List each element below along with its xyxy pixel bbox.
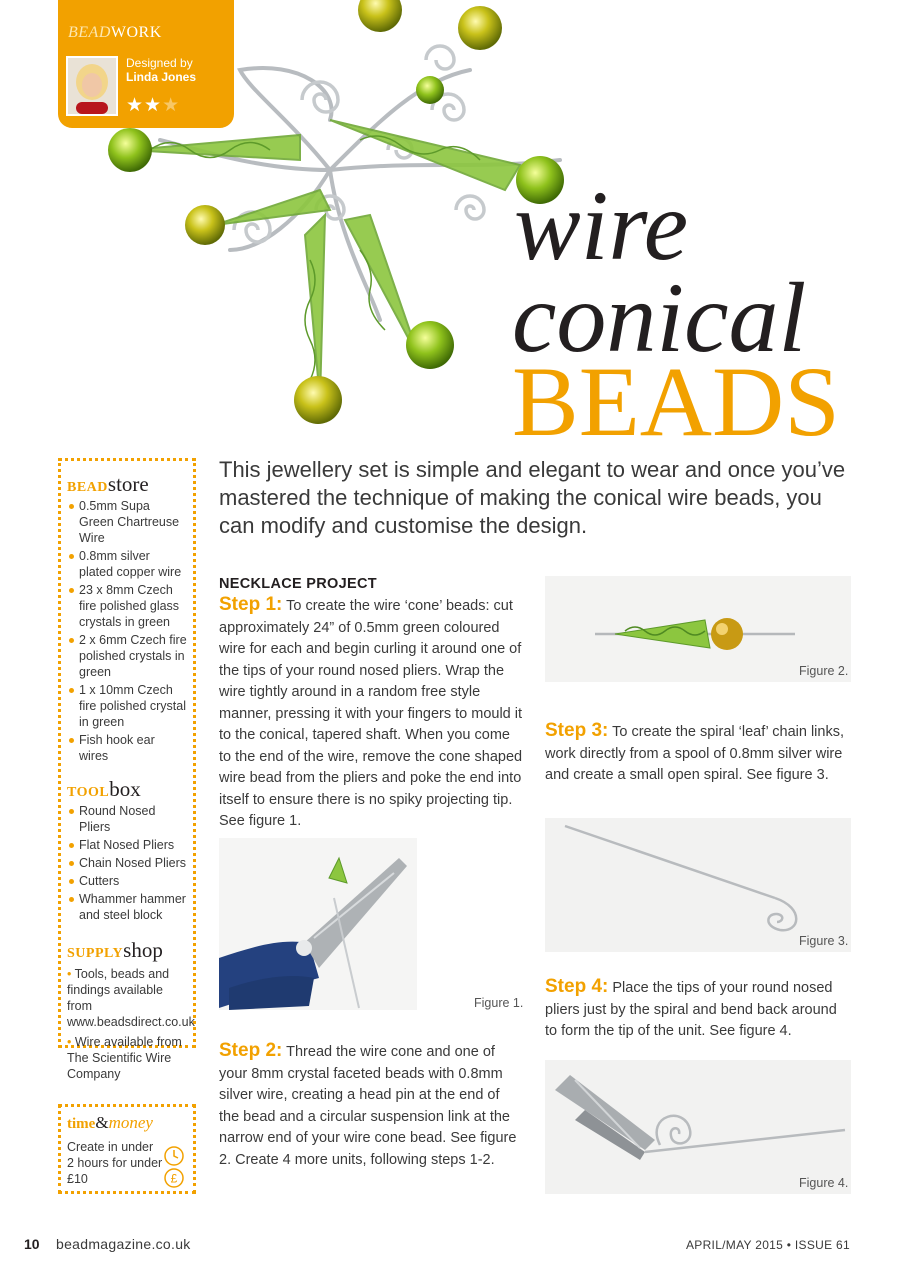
- list-item: Cutters: [67, 873, 187, 889]
- step-1: [219, 594, 523, 833]
- supplyshop-heading: [67, 939, 187, 962]
- step-2-text: Thread the wire cone and one of your 8mm crystal faceted beads with 0.8mm silver wire, creating a head pin at the end of the bead and a circular suspension link at the narrow end of your wire cone bead. See figure 2. Create 4 more units, following steps 1-2.: [219, 1044, 517, 1168]
- step-1-text: To create the wire ‘cone’ beads: cut approximately 24” of 0.5mm green coloured wire for each and begin curling it around one of the tips of your round nosed pliers. Wrap the wire tightly around in a random free style manner, pressing it with your fingers to mould it to the conical, tapered shaft. When you come to the end of the wire, remove the cone shaped wire bead from the pliers and poke the end into itself to ensure there is no spiky projecting tip. See figure 1.: [219, 598, 523, 829]
- step-3-label: Step 3:: [545, 720, 609, 741]
- section-tag-rest: WORK: [110, 24, 162, 41]
- list-item: Flat Nosed Pliers: [67, 837, 187, 853]
- intro-paragraph: This jewellery set is simple and elegant to wear and once you’ve mastered the technique of making the conical wire beads, you can modify and customise the design.: [219, 457, 846, 538]
- list-item: 0.5mm Supa Green Chartreuse Wire: [67, 498, 187, 546]
- toolbox-heading: [67, 778, 187, 801]
- list-item: Fish hook ear wires: [67, 732, 187, 764]
- supply-item-tools: Tools, beads and findings available from www.beadsdirect.co.uk: [67, 967, 195, 1030]
- step-4-label: Step 4:: [545, 976, 609, 997]
- supply-item: • Tools, beads and findings available from www.beadsdirect.co.uk: [67, 967, 195, 1030]
- difficulty-rating: [126, 94, 180, 117]
- supply-item: • Wire available from The Scientific Wire Company: [67, 1035, 182, 1082]
- figure-1-caption: Figure 1.: [474, 996, 524, 1010]
- supply-item-wire: Wire available from The Scientific Wire Company: [67, 1035, 182, 1082]
- figure-3-photo: [545, 818, 851, 952]
- step-3-text: To create the spiral ‘leaf’ chain links, work directly from a spool of 0.8mm silver wire and create a small open spiral. See figure 3.: [545, 724, 844, 783]
- figure-3-caption: Figure 3.: [799, 934, 849, 948]
- list-item: 0.8mm silver plated copper wire: [67, 548, 187, 580]
- section-tag-accent: BEAD: [68, 24, 111, 41]
- figure-4-photo: [545, 1060, 851, 1194]
- star-empty-icon: ★: [162, 95, 181, 116]
- section-tag: [68, 24, 162, 42]
- pound-coin-icon: [165, 1169, 183, 1187]
- time-money-icons: [163, 1145, 185, 1194]
- step-2-label: Step 2:: [219, 1040, 283, 1061]
- list-item: Chain Nosed Pliers: [67, 855, 187, 871]
- beadstore-heading: [67, 473, 187, 496]
- figure-4-caption: Figure 4.: [799, 1176, 849, 1190]
- step-1-label: Step 1:: [219, 594, 283, 615]
- time-money-text: Create in under 2 hours for under £10: [67, 1140, 163, 1186]
- step-4-text: Place the tips of your round nosed pliers just by the spiral and bend back around to form the tip of the unit. See figure 4.: [545, 980, 837, 1039]
- list-item: 2 x 6mm Czech fire polished crystals in green: [67, 632, 187, 680]
- time-money-box: [58, 1104, 196, 1194]
- necklace-project-heading: NECKLACE PROJECT: [219, 576, 377, 592]
- footer-issue: APRIL/MAY 2015 • ISSUE 61: [685, 1238, 850, 1252]
- step-4: [545, 976, 851, 1043]
- step-2: [219, 1040, 523, 1171]
- toolbox-heading-rest: box: [109, 777, 141, 802]
- clock-icon: [165, 1147, 183, 1165]
- toolbox-heading-accent: TOOL: [67, 785, 110, 801]
- list-item: Round Nosed Pliers: [67, 803, 187, 835]
- supplyshop-heading-accent: SUPPLY: [67, 946, 124, 962]
- figure-1-photo: [219, 838, 417, 1010]
- time-money-heading-amp: &: [95, 1113, 109, 1132]
- supplyshop-heading-rest: shop: [123, 938, 163, 963]
- materials-list: [67, 498, 187, 764]
- designer-avatar: [66, 56, 118, 116]
- designed-by-label: Designed by: [126, 56, 193, 70]
- designer-badge: [58, 0, 234, 128]
- time-money-heading: [67, 1113, 187, 1133]
- time-money-heading-time: time: [67, 1116, 96, 1132]
- time-money-heading-money: money: [108, 1113, 153, 1132]
- beadstore-heading-accent: BEAD: [67, 480, 108, 495]
- tools-list: [67, 803, 187, 923]
- title-line-conical: conical: [512, 262, 807, 373]
- figure-2-caption: Figure 2.: [799, 664, 849, 678]
- svg-text:£: £: [170, 1171, 178, 1186]
- designer-name: Linda Jones: [126, 70, 197, 84]
- title-line-wire: wire: [514, 170, 689, 281]
- sidebar-materials: [58, 458, 196, 1082]
- page-number: 10: [24, 1236, 40, 1252]
- beadstore-heading-rest: store: [107, 472, 149, 496]
- title-line-beads: BEADS: [512, 346, 840, 457]
- footer-website: beadmagazine.co.uk: [56, 1236, 191, 1252]
- list-item: 23 x 8mm Czech fire polished glass crystals in green: [67, 582, 187, 630]
- star-filled-icon: ★★: [126, 95, 163, 116]
- step-3: [545, 720, 851, 787]
- list-item: Whammer hammer and steel block: [67, 891, 187, 923]
- list-item: 1 x 10mm Czech fire polished crystal in green: [67, 682, 187, 730]
